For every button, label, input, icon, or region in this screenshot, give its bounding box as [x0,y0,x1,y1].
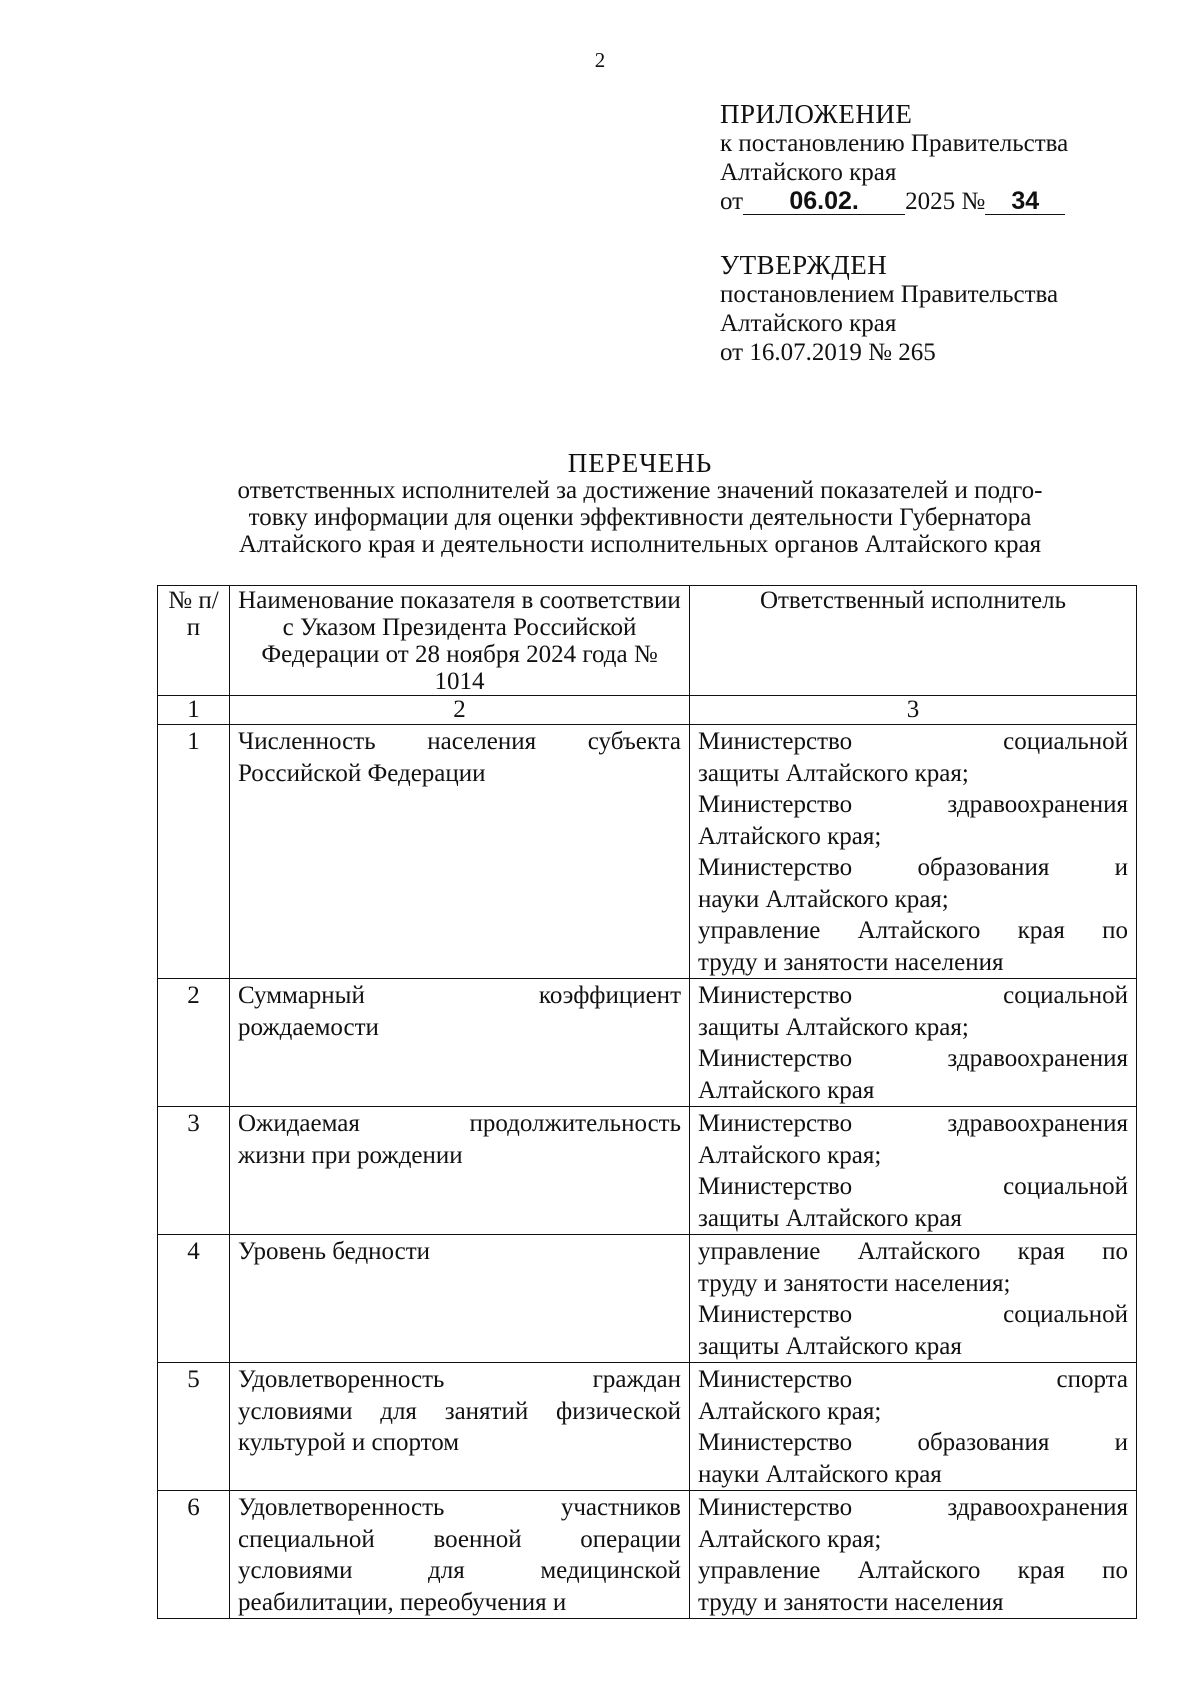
executor-line: Алтайского края; [698,1397,882,1425]
appendix-title: ПРИЛОЖЕНИЕ [720,99,913,129]
responsible-executor [690,979,1137,1107]
list-subtitle-line: ответственных исполнителей за достижение значений показателей и подго- [237,477,1043,504]
row-number: 3 [158,1107,230,1235]
indicators-table [157,585,1137,1619]
table-row [158,1363,1137,1491]
date-field: 06.02. [743,188,905,215]
executor-line: управление Алтайского края по [698,1238,1128,1265]
column-number: 3 [690,696,1137,725]
appendix-line: Алтайского края [720,159,897,186]
executor-line: труду и занятости населения [698,948,1004,976]
executor-line: Министерство социальной [698,728,1128,755]
list-subtitle-line: товку информации для оценки эффективности деятельности Губернатора [248,504,1032,531]
executor-line: труду и занятости населения [698,1588,1004,1616]
executor-line: Министерство спорта [698,1366,1128,1393]
column-number: 1 [158,696,230,725]
executor-line: управление Алтайского края по [698,917,1128,944]
executor-line: управление Алтайского края по [698,1557,1128,1584]
header-executor: Ответственный исполнитель [690,586,1137,696]
executor-line: труду и занятости населения; [698,1269,1011,1297]
executor-line: науки Алтайского края [698,1460,942,1488]
indicator-name [230,1235,690,1363]
indicator-name-line: Уровень бедности [238,1238,431,1265]
row-number: 1 [158,725,230,979]
row-number: 5 [158,1363,230,1491]
indicator-name-line: условиями для занятий физической [238,1397,681,1425]
appendix-block [720,100,1068,216]
indicator-name-line: рождаемости [238,1013,379,1041]
indicator-name-line: Российской Федерации [238,759,486,787]
appendix-line: к постановлению Правительства [720,130,1069,157]
executor-line: защиты Алтайского края; [698,759,969,787]
executor-line: Алтайского края; [698,1141,882,1169]
indicator-name-line: Численность населения субъекта [238,728,681,755]
responsible-executor [690,1363,1137,1491]
appendix-date-line [720,187,1068,216]
date-prefix: от [720,188,744,215]
responsible-executor [690,1107,1137,1235]
indicator-name-line: специальной военной операции [238,1525,681,1553]
header-indicator: Наименование показателя в соответствии с Указом Президента Российской Федерации от 28 ноября 2024 года № 1014 [230,586,690,696]
indicator-name-line: Ожидаемая продолжительность [238,1110,681,1137]
responsible-executor [690,1235,1137,1363]
column-number: 2 [230,696,690,725]
number-field: 34 [985,188,1065,215]
approved-block [720,251,1058,367]
executor-line: Алтайского края; [698,822,882,850]
indicator-name [230,725,690,979]
executor-line: Министерство здравоохранения [698,1494,1128,1521]
executor-line: науки Алтайского края; [698,885,949,913]
year-label: 2025 № [905,188,986,215]
executor-line: защиты Алтайского края [698,1204,962,1232]
table-row [158,979,1137,1107]
list-heading [150,450,1130,558]
indicator-name-line: условиями для медицинской [238,1557,681,1584]
executor-line: Алтайского края [698,1076,875,1104]
indicator-name [230,979,690,1107]
page-number: 2 [594,48,606,72]
executor-line: Министерство образования и [698,854,1128,881]
executor-line: Министерство социальной [698,1173,1128,1200]
table-row [158,1491,1137,1619]
indicator-name-line: Удовлетворенность граждан [238,1366,681,1393]
executor-line: Министерство здравоохранения [698,791,1128,818]
executor-line: Алтайского края; [698,1525,882,1553]
executor-line: Министерство образования и [698,1429,1128,1456]
list-title: ПЕРЕЧЕНЬ [567,448,713,478]
table-header-row [158,586,1137,696]
indicator-name-line: реабилитации, переобучения и [238,1588,567,1616]
indicator-name [230,1107,690,1235]
approved-title: УТВЕРЖДЕН [720,250,888,280]
executor-line: защиты Алтайского края [698,1332,962,1360]
indicator-name [230,1491,690,1619]
row-number: 4 [158,1235,230,1363]
executor-line: Министерство социальной [698,982,1128,1009]
responsible-executor [690,725,1137,979]
approved-line: Алтайского края [720,310,897,337]
table-row [158,1235,1137,1363]
executor-line: защиты Алтайского края; [698,1013,969,1041]
row-number: 6 [158,1491,230,1619]
executor-line: Министерство здравоохранения [698,1110,1128,1137]
list-subtitle-line: Алтайского края и деятельности исполнительных органов Алтайского края [238,531,1042,558]
indicator-name-line: жизни при рождении [238,1141,463,1169]
header-number: № п/п [158,586,230,696]
responsible-executor [690,1491,1137,1619]
approved-line: от 16.07.2019 № 265 [720,339,936,366]
executor-line: Министерство здравоохранения [698,1045,1128,1072]
indicator-name [230,1363,690,1491]
row-number: 2 [158,979,230,1107]
indicator-name-line: культурой и спортом [238,1429,460,1456]
table-row [158,725,1137,979]
executor-line: Министерство социальной [698,1301,1128,1328]
column-numbers-row [158,696,1137,725]
approved-line: постановлением Правительства [720,281,1059,308]
table-body [158,725,1137,1619]
indicator-name-line: Удовлетворенность участников [238,1494,681,1521]
table-row [158,1107,1137,1235]
indicator-name-line: Суммарный коэффициент [238,982,681,1009]
